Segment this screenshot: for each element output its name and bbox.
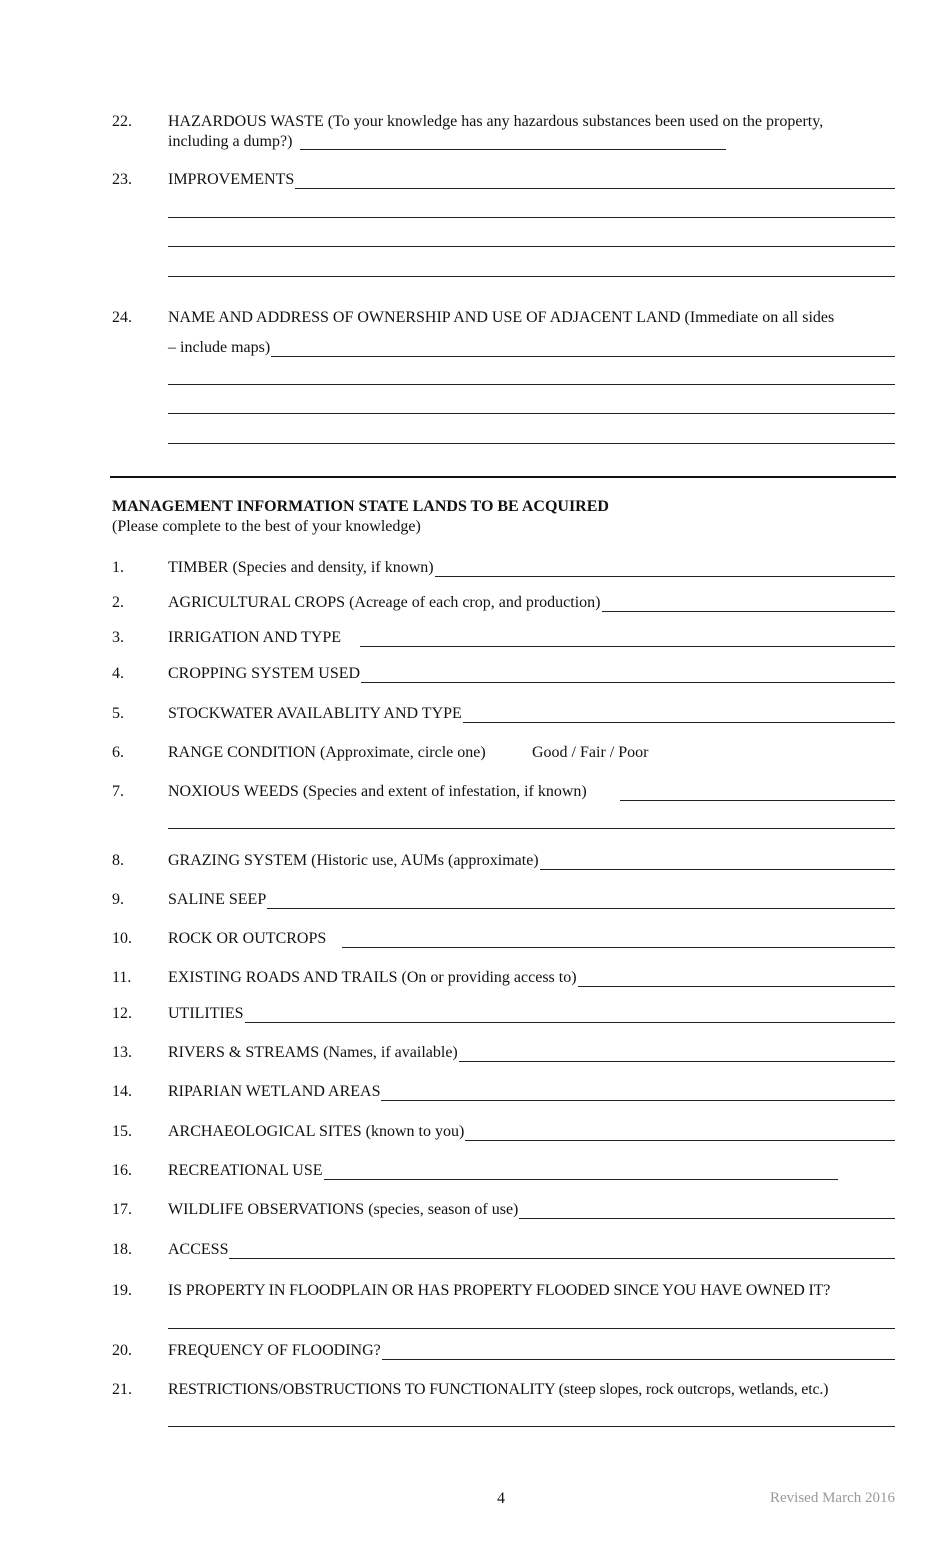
item-label-continued: – include maps) — [168, 339, 271, 356]
adjacent-land-extra-line[interactable] — [168, 413, 895, 414]
item-number: 19. — [112, 1282, 132, 1299]
item-number: 13. — [112, 1044, 132, 1061]
form-item-10 — [0, 929, 950, 953]
form-item-16 — [0, 1161, 950, 1185]
item-number: 12. — [112, 1005, 132, 1022]
item-label: RIVERS & STREAMS (Names, if available) — [168, 1044, 458, 1061]
improvements-extra-line[interactable] — [168, 217, 895, 218]
item-number: 5. — [112, 705, 124, 722]
noxious-weeds-extra-line[interactable] — [168, 828, 895, 829]
item-label: NOXIOUS WEEDS (Species and extent of infestation, if known) — [168, 783, 587, 800]
rock-outcrops-field[interactable] — [342, 947, 895, 948]
item-number: 24. — [112, 309, 132, 326]
item-number: 21. — [112, 1381, 132, 1398]
item-label: NAME AND ADDRESS OF OWNERSHIP AND USE OF ADJACENT LAND (Immediate on all sides — [168, 309, 835, 326]
revision-note: Revised March 2016 — [770, 1490, 895, 1506]
item-number: 18. — [112, 1241, 132, 1258]
page-number: 4 — [497, 1490, 505, 1507]
improvements-extra-line[interactable] — [168, 246, 895, 247]
item-label: CROPPING SYSTEM USED — [168, 665, 361, 682]
form-item-1 — [0, 558, 950, 582]
item-number: 10. — [112, 930, 132, 947]
item-number: 1. — [112, 559, 124, 576]
item-label: GRAZING SYSTEM (Historic use, AUMs (approximate) — [168, 852, 539, 869]
irrigation-field[interactable] — [360, 646, 895, 647]
form-item-8 — [0, 851, 950, 875]
form-item-5 — [0, 704, 950, 728]
item-number: 11. — [112, 969, 132, 986]
form-item-17 — [0, 1200, 950, 1224]
item-number: 23. — [112, 171, 132, 188]
noxious-weeds-field[interactable] — [620, 800, 895, 801]
form-item-13 — [0, 1043, 950, 1067]
floodplain-field[interactable] — [168, 1328, 895, 1329]
item-label: RECREATIONAL USE — [168, 1162, 323, 1179]
item-number: 14. — [112, 1083, 132, 1100]
form-item-24-line2 — [0, 338, 950, 362]
form-item-20 — [0, 1341, 950, 1365]
access-field[interactable] — [168, 1258, 895, 1259]
range-condition-options[interactable]: Good / Fair / Poor — [532, 744, 649, 761]
form-item-12 — [0, 1004, 950, 1028]
item-label: ROCK OR OUTCROPS — [168, 930, 327, 947]
hazardous-waste-field[interactable] — [300, 149, 726, 150]
form-item-9 — [0, 890, 950, 914]
item-label: STOCKWATER AVAILABLITY AND TYPE — [168, 705, 462, 722]
item-number: 22. — [112, 113, 132, 130]
form-item-15 — [0, 1122, 950, 1146]
form-item-7 — [0, 782, 950, 806]
form-item-18 — [0, 1240, 950, 1264]
item-label: RANGE CONDITION (Approximate, circle one) — [168, 744, 486, 761]
item-number: 20. — [112, 1342, 132, 1359]
saline-seep-field[interactable] — [168, 908, 895, 909]
form-item-2 — [0, 593, 950, 617]
item-number: 7. — [112, 783, 124, 800]
form-item-23 — [0, 170, 950, 194]
form-item-22-line2 — [0, 132, 950, 156]
item-label: IMPROVEMENTS — [168, 171, 295, 188]
item-label: AGRICULTURAL CROPS (Acreage of each crop, and production) — [168, 594, 601, 611]
item-number: 3. — [112, 629, 124, 646]
form-item-19 — [0, 1281, 950, 1305]
form-item-14 — [0, 1082, 950, 1106]
item-label: RIPARIAN WETLAND AREAS — [168, 1083, 381, 1100]
item-number: 2. — [112, 594, 124, 611]
item-number: 9. — [112, 891, 124, 908]
form-item-6 — [0, 743, 950, 767]
item-label-continued: including a dump?) — [168, 133, 293, 150]
item-label: IS PROPERTY IN FLOODPLAIN OR HAS PROPERTY FLOODED SINCE YOU HAVE OWNED IT? — [168, 1282, 831, 1299]
adjacent-land-extra-line[interactable] — [168, 443, 895, 444]
item-label: EXISTING ROADS AND TRAILS (On or providing access to) — [168, 969, 577, 986]
item-label: FREQUENCY OF FLOODING? — [168, 1342, 381, 1359]
item-label: HAZARDOUS WASTE (To your knowledge has any hazardous substances been used on the property, — [168, 113, 824, 130]
item-number: 6. — [112, 744, 124, 761]
section-subtitle: (Please complete to the best of your knowledge) — [112, 518, 421, 535]
item-label: IRRIGATION AND TYPE — [168, 629, 342, 646]
item-number: 15. — [112, 1123, 132, 1140]
form-item-3 — [0, 628, 950, 652]
form-item-4 — [0, 664, 950, 688]
item-label: ARCHAEOLOGICAL SITES (known to you) — [168, 1123, 465, 1140]
section-title: MANAGEMENT INFORMATION STATE LANDS TO BE ACQUIRED — [112, 498, 609, 515]
utilities-field[interactable] — [168, 1022, 895, 1023]
item-number: 4. — [112, 665, 124, 682]
item-label: WILDLIFE OBSERVATIONS (species, season of use) — [168, 1201, 519, 1218]
item-label: ACCESS — [168, 1241, 229, 1258]
adjacent-land-field[interactable] — [168, 356, 895, 357]
restrictions-field[interactable] — [168, 1426, 895, 1427]
item-number: 16. — [112, 1162, 132, 1179]
form-item-24 — [0, 308, 950, 332]
section-divider — [110, 476, 896, 478]
form-item-11 — [0, 968, 950, 992]
adjacent-land-extra-line[interactable] — [168, 384, 895, 385]
item-number: 17. — [112, 1201, 132, 1218]
item-label: RESTRICTIONS/OBSTRUCTIONS TO FUNCTIONALITY (steep slopes, rock outcrops, wetlands, etc.) — [168, 1381, 829, 1398]
item-label: TIMBER (Species and density, if known) — [168, 559, 434, 576]
item-label: UTILITIES — [168, 1005, 244, 1022]
improvements-extra-line[interactable] — [168, 276, 895, 277]
item-number: 8. — [112, 852, 124, 869]
form-item-21 — [0, 1380, 950, 1404]
item-label: SALINE SEEP — [168, 891, 267, 908]
